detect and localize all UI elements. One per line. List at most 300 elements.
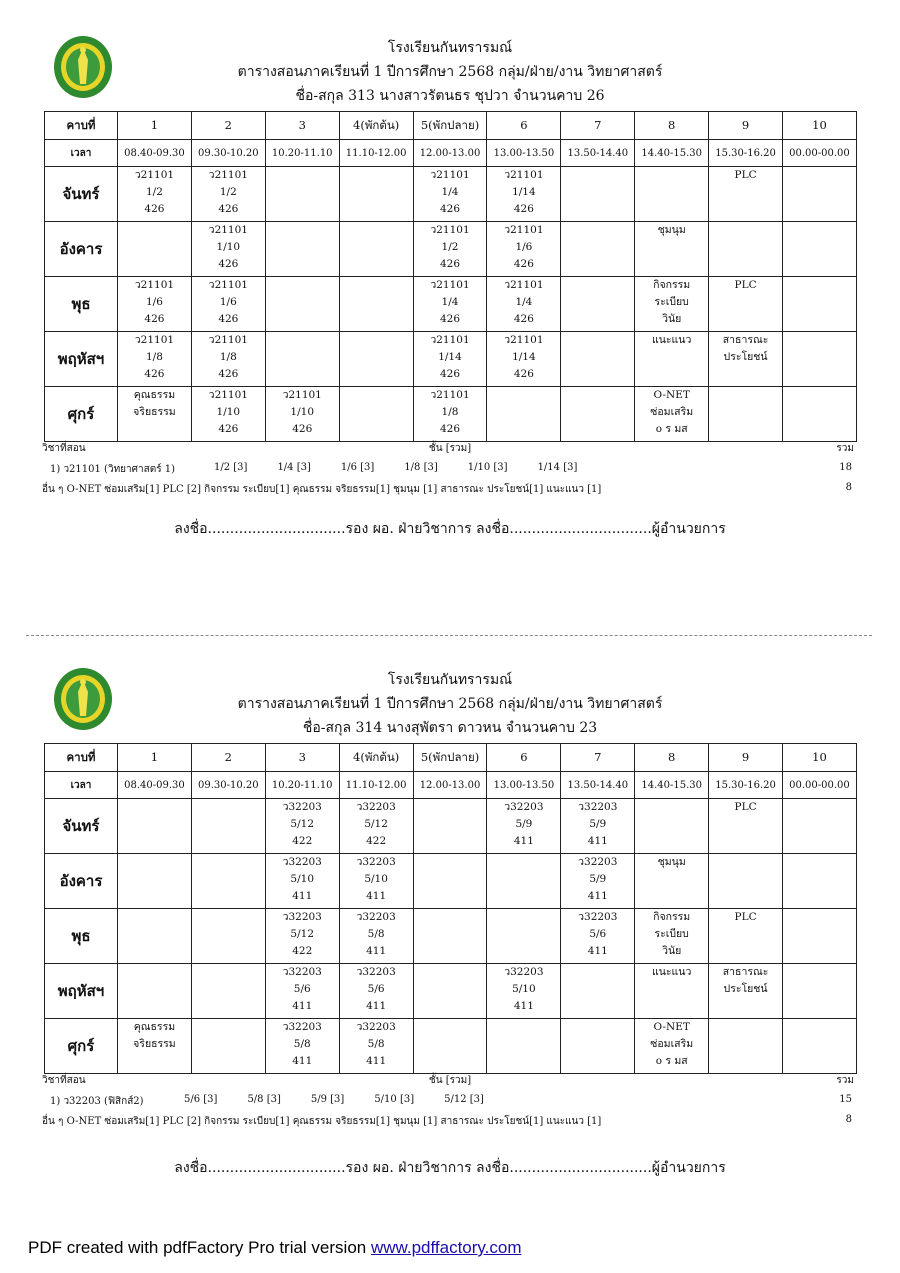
schedule-cell xyxy=(413,964,487,1019)
schedule-cell xyxy=(561,387,635,442)
day-name: ศุกร์ xyxy=(45,387,118,442)
schedule-cell xyxy=(635,964,709,1019)
time-slot: 09.30-10.20 xyxy=(191,140,265,167)
day-name: จันทร์ xyxy=(45,167,118,222)
cell-text: 411 xyxy=(513,1000,534,1012)
cell-text: ว21101 xyxy=(208,389,248,401)
schedule-cell xyxy=(413,799,487,854)
summary-class-item: 5/10 [3] xyxy=(374,1094,415,1105)
cell-text: 5/9 xyxy=(589,873,607,885)
summary-class-list xyxy=(184,1094,514,1105)
schedule-cell xyxy=(191,387,265,442)
period-number: 1 xyxy=(118,112,192,140)
time-slot: 13.50-14.40 xyxy=(561,140,635,167)
schedule-cell xyxy=(265,909,339,964)
cell-text: 1/2 xyxy=(441,241,459,253)
cell-text: 1/8 xyxy=(145,351,163,363)
summary-class-list xyxy=(214,462,607,473)
cell-text: 426 xyxy=(292,423,313,435)
time-slot: 13.00-13.50 xyxy=(487,140,561,167)
period-number: 9 xyxy=(709,744,783,772)
time-slot: 11.10-12.00 xyxy=(339,140,413,167)
schedule-cell xyxy=(413,167,487,222)
cell-text: ว21101 xyxy=(208,169,248,181)
schedule-cell xyxy=(339,909,413,964)
footer-text: PDF created with pdfFactory Pro trial version xyxy=(28,1238,371,1257)
cell-text: ว21101 xyxy=(504,169,544,181)
cell-text: 426 xyxy=(439,313,461,325)
footer-link[interactable]: www.pdffactory.com xyxy=(370,1238,522,1257)
cell-text: ว32203 xyxy=(282,911,322,923)
schedule-cell xyxy=(339,1019,413,1074)
time-row xyxy=(45,772,857,799)
schedule-cell xyxy=(191,854,265,909)
cell-text: 1/10 xyxy=(216,241,241,253)
cell-text: 5/10 xyxy=(512,983,536,995)
time-slot: 10.20-11.10 xyxy=(265,772,339,799)
cell-text: 422 xyxy=(292,835,313,847)
cell-text: ว32203 xyxy=(282,1021,322,1033)
summary-subject-header: วิชาที่สอน xyxy=(42,443,86,454)
period-number: 10 xyxy=(783,112,857,140)
schedule-cell xyxy=(561,799,635,854)
period-label: คาบที่ xyxy=(45,112,118,140)
schedule-cell xyxy=(339,799,413,854)
schedule-cell xyxy=(487,964,561,1019)
period-number: 6 xyxy=(487,112,561,140)
schedule-cell xyxy=(413,277,487,332)
cell-text: 1/10 xyxy=(216,406,241,418)
cell-text: ชุมนุม xyxy=(657,856,686,868)
cell-text: คุณธรรม xyxy=(133,389,176,401)
period-number: 6 xyxy=(487,744,561,772)
period-header-row xyxy=(45,112,857,140)
schedule-cell xyxy=(413,854,487,909)
cell-text: แนะแนว xyxy=(651,334,692,346)
summary-other-label: อื่น ๆ O-NET ซ่อมเสริม[1] PLC [2] กิจกรรม ระเบียบ[1] คุณธรรม จริยธรรม[1] ชุมนุม [1] สาธารณะ ประโยชน์[1] แนะแนว [1] xyxy=(42,484,602,495)
schedule-cell xyxy=(561,909,635,964)
summary-class-header: ชั้น [รวม] xyxy=(428,1075,472,1086)
schedule-cell xyxy=(265,277,339,332)
schedule-cell xyxy=(635,332,709,387)
summary-subject-total: 15 xyxy=(839,1094,852,1105)
schedule-cell xyxy=(339,277,413,332)
cell-text: ว32203 xyxy=(356,856,396,868)
period-number: 5(พักปลาย) xyxy=(413,112,487,140)
schedule-cell xyxy=(487,909,561,964)
schedule-cell xyxy=(635,277,709,332)
cell-text: 411 xyxy=(366,890,387,902)
cell-text: สาธารณะ xyxy=(722,966,769,978)
cell-text: 1/10 xyxy=(290,406,315,418)
time-label: เวลา xyxy=(45,772,118,799)
cell-text: ชุมนุม xyxy=(657,224,686,236)
day-row xyxy=(45,854,857,909)
schedule-cell xyxy=(339,854,413,909)
cell-text: 1/14 xyxy=(512,351,536,363)
summary-class-item: 1/2 [3] xyxy=(214,462,248,473)
time-slot: 10.20-11.10 xyxy=(265,140,339,167)
day-name: อังคาร xyxy=(45,854,118,909)
cell-text: 1/6 xyxy=(219,296,237,308)
school-name: โรงเรียนกันทรารมณ์ xyxy=(387,40,513,56)
schedule-cell xyxy=(191,964,265,1019)
schedule-cell xyxy=(265,964,339,1019)
cell-text: 426 xyxy=(439,203,461,215)
cell-text: 426 xyxy=(218,313,239,325)
cell-text: ว32203 xyxy=(356,801,396,813)
schedule-cell xyxy=(709,222,783,277)
schedule-cell xyxy=(191,909,265,964)
schedule-cell xyxy=(709,1019,783,1074)
cell-text: 5/10 xyxy=(364,873,388,885)
cell-text: PLC xyxy=(734,169,757,181)
cell-text: 426 xyxy=(144,368,165,380)
summary-class-item: 1/6 [3] xyxy=(340,462,375,473)
time-slot: 13.50-14.40 xyxy=(561,772,635,799)
period-number: 4(พักต้น) xyxy=(339,112,413,140)
schedule-cell xyxy=(413,332,487,387)
schedule-cell xyxy=(413,909,487,964)
cell-text: 1/4 xyxy=(515,296,533,308)
cell-text: 5/8 xyxy=(293,1038,311,1050)
schedule-cell xyxy=(487,277,561,332)
cell-text: วินัย xyxy=(662,945,682,957)
cell-text: 5/9 xyxy=(589,818,607,830)
teacher-info: ชื่อ-สกุล 314 นางสุพัตรา ดาวหน จำนวนคาบ 23 xyxy=(302,720,598,736)
cell-text: กิจกรรม xyxy=(653,911,691,923)
cell-text: 5/6 xyxy=(367,983,385,995)
period-number: 7 xyxy=(561,744,635,772)
time-slot: 15.30-16.20 xyxy=(709,140,783,167)
day-name: พุธ xyxy=(45,909,118,964)
cell-text: 426 xyxy=(218,258,239,270)
cell-text: 426 xyxy=(513,258,534,270)
cell-text: 422 xyxy=(292,945,313,957)
schedule-cell xyxy=(191,222,265,277)
cell-text: ว32203 xyxy=(356,911,396,923)
schedule-cell xyxy=(635,387,709,442)
cell-text: 1/14 xyxy=(438,351,462,363)
schedule-subtitle: ตารางสอนภาคเรียนที่ 1 ปีการศึกษา 2568 กลุ่ม/ฝ่าย/งาน วิทยาศาสตร์ xyxy=(237,696,663,712)
cell-text: ว21101 xyxy=(430,224,470,236)
cell-text: 5/6 xyxy=(293,983,311,995)
schedule-cell xyxy=(783,1019,857,1074)
schedule-cell xyxy=(635,909,709,964)
period-number: 3 xyxy=(265,744,339,772)
period-number: 10 xyxy=(783,744,857,772)
schedule-cell xyxy=(783,964,857,1019)
schedule-cell xyxy=(191,167,265,222)
schedule-subtitle: ตารางสอนภาคเรียนที่ 1 ปีการศึกษา 2568 กลุ่ม/ฝ่าย/งาน วิทยาศาสตร์ xyxy=(237,64,663,80)
time-row xyxy=(45,140,857,167)
day-name: พฤหัสฯ xyxy=(45,964,118,1019)
summary-total-header: รวม xyxy=(836,1075,854,1086)
schedule-cell xyxy=(783,799,857,854)
cell-text: ประโยชน์ xyxy=(723,351,768,363)
schedule-cell xyxy=(709,167,783,222)
cell-text: 411 xyxy=(366,945,387,957)
schedule-cell xyxy=(561,1019,635,1074)
cell-text: 1/6 xyxy=(145,296,163,308)
schedule-cell xyxy=(487,854,561,909)
schedule-cell xyxy=(561,332,635,387)
schedule-cell xyxy=(265,332,339,387)
schedule-cell xyxy=(265,387,339,442)
cell-text: 1/14 xyxy=(512,186,536,198)
summary-subject-total: 18 xyxy=(839,462,852,473)
summary-class-item: 5/12 [3] xyxy=(444,1094,484,1105)
schedule-cell xyxy=(709,332,783,387)
cell-text: 1/2 xyxy=(219,186,237,198)
cell-text: ว32203 xyxy=(578,856,618,868)
cell-text: ว21101 xyxy=(430,169,470,181)
cell-text: 1/6 xyxy=(515,241,533,253)
cell-text: ว21101 xyxy=(504,224,544,236)
cell-text: ว32203 xyxy=(504,966,544,978)
schedule-cell xyxy=(118,799,192,854)
cell-text: ว21101 xyxy=(430,334,470,346)
schedule-cell xyxy=(487,222,561,277)
period-label: คาบที่ xyxy=(45,744,118,772)
cell-text: ว32203 xyxy=(282,856,322,868)
schedule-cell xyxy=(635,167,709,222)
schedule-cell xyxy=(191,1019,265,1074)
cell-text: 411 xyxy=(587,945,608,957)
cell-text: วินัย xyxy=(662,313,682,325)
cell-text: ว32203 xyxy=(282,966,322,978)
schedule-cell xyxy=(783,854,857,909)
schedule-cell xyxy=(635,799,709,854)
time-slot: 08.40-09.30 xyxy=(118,772,192,799)
schedule-cell xyxy=(561,167,635,222)
schedule-cell xyxy=(339,387,413,442)
schedule-cell xyxy=(487,387,561,442)
cell-text: จริยธรรม xyxy=(133,406,176,418)
period-header-row xyxy=(45,744,857,772)
summary-class-item: 5/9 [3] xyxy=(310,1094,345,1105)
cell-text: ว21101 xyxy=(134,279,175,291)
schedule-cell xyxy=(339,964,413,1019)
cell-text: แนะแนว xyxy=(651,966,692,978)
cell-text: 5/12 xyxy=(364,818,388,830)
day-row xyxy=(45,222,857,277)
day-row xyxy=(45,964,857,1019)
schedule-cell xyxy=(413,387,487,442)
signature-line: ลงชื่อ...............................รอง ผอ. ฝ่ายวิชาการ ลงชื่อ................................ผู้อำนวยการ xyxy=(174,521,726,537)
cell-text: ว21101 xyxy=(504,279,544,291)
schedule-cell xyxy=(487,1019,561,1074)
schedule-cell xyxy=(561,222,635,277)
schedule-cell xyxy=(487,332,561,387)
cell-text: 411 xyxy=(292,890,313,902)
schedule-cell xyxy=(783,909,857,964)
schedule-cell xyxy=(561,964,635,1019)
summary-subject-label: 1) ว32203 (ฟิสิกส์2) xyxy=(50,1096,144,1107)
cell-text: 1/2 xyxy=(145,186,163,198)
cell-text: ว21101 xyxy=(430,279,470,291)
schedule-cell xyxy=(487,167,561,222)
summary-class-item: 5/6 [3] xyxy=(184,1094,218,1105)
cell-text: ว21101 xyxy=(134,169,175,181)
day-name: จันทร์ xyxy=(45,799,118,854)
cell-text: 426 xyxy=(513,368,534,380)
schedule-cell xyxy=(709,387,783,442)
schedule-cell xyxy=(265,167,339,222)
schedule-cell xyxy=(118,167,192,222)
day-row xyxy=(45,1019,857,1074)
schedule-cell xyxy=(118,964,192,1019)
schedule-cell xyxy=(709,277,783,332)
cell-text: O-NET xyxy=(653,389,690,401)
cell-text: ระเบียบ xyxy=(654,296,689,308)
cell-text: 426 xyxy=(218,368,239,380)
cell-text: ว32203 xyxy=(578,911,618,923)
summary-other-total: 8 xyxy=(845,482,852,493)
cell-text: ซ่อมเสริม xyxy=(650,1038,694,1050)
schedule-cell xyxy=(118,909,192,964)
period-number: 4(พักต้น) xyxy=(339,744,413,772)
cell-text: 426 xyxy=(218,423,239,435)
period-number: 8 xyxy=(635,744,709,772)
time-slot: 00.00-00.00 xyxy=(783,140,857,167)
time-slot: 12.00-13.00 xyxy=(413,140,487,167)
schedule-cell xyxy=(339,167,413,222)
schedule-cell xyxy=(783,222,857,277)
cell-text: สาธารณะ xyxy=(722,334,769,346)
cell-text: 5/9 xyxy=(515,818,533,830)
schedule-cell xyxy=(487,799,561,854)
cell-text: 5/12 xyxy=(290,928,315,940)
schedule-cell xyxy=(265,1019,339,1074)
cell-text: PLC xyxy=(734,911,757,923)
period-number: 2 xyxy=(191,112,265,140)
schedule-cell xyxy=(118,854,192,909)
cell-text: PLC xyxy=(734,801,757,813)
cell-text: 426 xyxy=(439,423,461,435)
schedule-cell xyxy=(635,1019,709,1074)
schedule-cell xyxy=(265,799,339,854)
page-divider xyxy=(26,635,872,636)
period-number: 8 xyxy=(635,112,709,140)
day-row xyxy=(45,277,857,332)
school-name: โรงเรียนกันทรารมณ์ xyxy=(387,672,513,688)
summary-class-item: 1/8 [3] xyxy=(404,462,438,473)
schedule-cell xyxy=(783,332,857,387)
schedule-cell xyxy=(191,799,265,854)
cell-text: 411 xyxy=(292,1055,313,1067)
day-name: พฤหัสฯ xyxy=(45,332,118,387)
day-row xyxy=(45,799,857,854)
cell-text: PLC xyxy=(734,279,757,291)
cell-text: กิจกรรม xyxy=(653,279,691,291)
schedule-cell xyxy=(709,909,783,964)
cell-text: 411 xyxy=(292,1000,313,1012)
time-slot: 00.00-00.00 xyxy=(783,772,857,799)
summary-class-item: 1/10 [3] xyxy=(467,462,508,473)
time-slot: 12.00-13.00 xyxy=(413,772,487,799)
summary-class-header: ชั้น [รวม] xyxy=(428,443,472,454)
summary-total-header: รวม xyxy=(836,443,854,454)
cell-text: ว21101 xyxy=(208,334,248,346)
cell-text: 426 xyxy=(513,203,534,215)
cell-text: 422 xyxy=(366,835,387,847)
schedule-cell xyxy=(709,854,783,909)
cell-text: 426 xyxy=(218,203,239,215)
summary-subject-label: 1) ว21101 (วิทยาศาสตร์ 1) xyxy=(50,464,176,475)
cell-text: 5/12 xyxy=(290,818,315,830)
cell-text: O-NET xyxy=(653,1021,690,1033)
schedule-cell xyxy=(191,277,265,332)
schedule-cell xyxy=(265,222,339,277)
cell-text: 5/8 xyxy=(367,928,385,940)
cell-text: ว21101 xyxy=(208,224,248,236)
period-number: 1 xyxy=(118,744,192,772)
summary-other-label: อื่น ๆ O-NET ซ่อมเสริม[1] PLC [2] กิจกรรม ระเบียบ[1] คุณธรรม จริยธรรม[1] ชุมนุม [1] สาธารณะ ประโยชน์[1] แนะแนว [1] xyxy=(42,1116,602,1127)
teacher-info: ชื่อ-สกุล 313 นางสาวรัตนธร ชุปวา จำนวนคาบ 26 xyxy=(295,88,605,104)
time-label: เวลา xyxy=(45,140,118,167)
schedule-cell xyxy=(413,222,487,277)
cell-text: 1/4 xyxy=(441,296,459,308)
cell-text: ว21101 xyxy=(504,334,544,346)
cell-text: จริยธรรม xyxy=(133,1038,176,1050)
period-number: 5(พักปลาย) xyxy=(413,744,487,772)
cell-text: ว32203 xyxy=(504,801,544,813)
time-slot: 13.00-13.50 xyxy=(487,772,561,799)
day-name: พุธ xyxy=(45,277,118,332)
cell-text: 411 xyxy=(513,835,534,847)
cell-text: ว32203 xyxy=(356,966,396,978)
day-row xyxy=(45,167,857,222)
schedule-cell xyxy=(561,277,635,332)
schedule-cell xyxy=(265,854,339,909)
cell-text: 1/8 xyxy=(441,406,459,418)
summary-other-total: 8 xyxy=(845,1114,852,1125)
period-number: 9 xyxy=(709,112,783,140)
schedule-cell xyxy=(635,222,709,277)
cell-text: 411 xyxy=(366,1055,387,1067)
schedule-cell xyxy=(339,222,413,277)
schedule-cell xyxy=(561,854,635,909)
cell-text: 5/10 xyxy=(290,873,315,885)
cell-text: ระเบียบ xyxy=(654,928,689,940)
cell-text: 426 xyxy=(513,313,534,325)
schedule-cell xyxy=(709,964,783,1019)
time-slot: 09.30-10.20 xyxy=(191,772,265,799)
schedule-cell xyxy=(118,332,192,387)
schedule-cell xyxy=(783,387,857,442)
cell-text: ว32203 xyxy=(578,801,618,813)
schedule-cell xyxy=(783,167,857,222)
cell-text: ว21101 xyxy=(134,334,175,346)
time-slot: 08.40-09.30 xyxy=(118,140,192,167)
day-row xyxy=(45,387,857,442)
schedule-cell xyxy=(118,277,192,332)
timetable xyxy=(44,743,857,1074)
cell-text: 1/4 xyxy=(441,186,459,198)
cell-text: ว32203 xyxy=(282,801,322,813)
schedule-cell xyxy=(783,277,857,332)
cell-text: 1/8 xyxy=(219,351,237,363)
cell-text: ซ่อมเสริม xyxy=(650,406,694,418)
schedule-cell xyxy=(709,799,783,854)
cell-text: 411 xyxy=(366,1000,387,1012)
signature-line: ลงชื่อ...............................รอง ผอ. ฝ่ายวิชาการ ลงชื่อ................................ผู้อำนวยการ xyxy=(174,1160,726,1176)
summary-class-item: 5/8 [3] xyxy=(247,1094,281,1105)
schedule-cell xyxy=(635,854,709,909)
cell-text: ว21101 xyxy=(208,279,248,291)
schedule-cell xyxy=(413,1019,487,1074)
